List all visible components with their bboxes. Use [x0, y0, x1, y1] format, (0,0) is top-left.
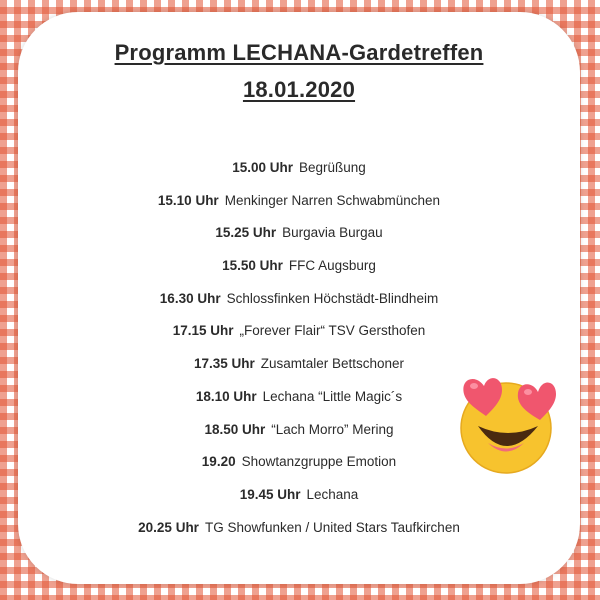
- schedule-row: [18, 479, 580, 512]
- schedule-row: [18, 512, 580, 545]
- schedule-act: FFC Augsburg: [288, 258, 376, 274]
- schedule-row: [18, 315, 580, 348]
- schedule-row: [18, 250, 580, 283]
- schedule-time: 18.50 Uhr: [204, 421, 266, 437]
- schedule-act: „Forever Flair“ TSV Gersthofen: [239, 323, 426, 339]
- schedule-time: 19.45 Uhr: [239, 486, 301, 502]
- event-date: 18.01.2020: [242, 77, 356, 102]
- smiling-face-with-heart-eyes-icon: [456, 368, 566, 478]
- schedule-time: 18.10 Uhr: [195, 388, 257, 404]
- page-title: Programm LECHANA-Gardetreffen: [114, 40, 484, 65]
- schedule-time: 15.25 Uhr: [215, 225, 277, 241]
- schedule-act: Burgavia Burgau: [282, 225, 383, 241]
- schedule-act: Zusamtaler Bettschoner: [260, 356, 405, 372]
- schedule-time: 15.50 Uhr: [222, 258, 283, 274]
- schedule-act: Showtanzgruppe Emotion: [241, 454, 397, 470]
- schedule-list: [18, 152, 580, 544]
- schedule-act: Lechana “Little Magic´s: [262, 388, 403, 404]
- schedule-time: 19.20: [201, 454, 236, 470]
- schedule-act: Lechana: [306, 486, 359, 502]
- schedule-row: [18, 283, 580, 316]
- schedule-act: TG Showfunken / United Stars Taufkirchen: [204, 519, 460, 535]
- schedule-time: 17.35 Uhr: [193, 356, 255, 372]
- schedule-time: 15.10 Uhr: [157, 192, 219, 208]
- schedule-time: 20.25 Uhr: [138, 519, 199, 535]
- schedule-time: 16.30 Uhr: [159, 290, 221, 306]
- program-card: [18, 12, 580, 584]
- schedule-time: 17.15 Uhr: [172, 323, 234, 339]
- schedule-act: Schlossfinken Höchstädt-Blindheim: [226, 290, 439, 306]
- schedule-row: [18, 185, 580, 218]
- schedule-act: Begrüßung: [299, 160, 366, 175]
- schedule-row: [18, 217, 580, 250]
- schedule-time: 15.00 Uhr: [232, 160, 293, 175]
- schedule-act: Menkinger Narren Schwabmünchen: [224, 192, 441, 208]
- schedule-act: “Lach Morro” Mering: [271, 421, 394, 437]
- schedule-row: [18, 152, 580, 185]
